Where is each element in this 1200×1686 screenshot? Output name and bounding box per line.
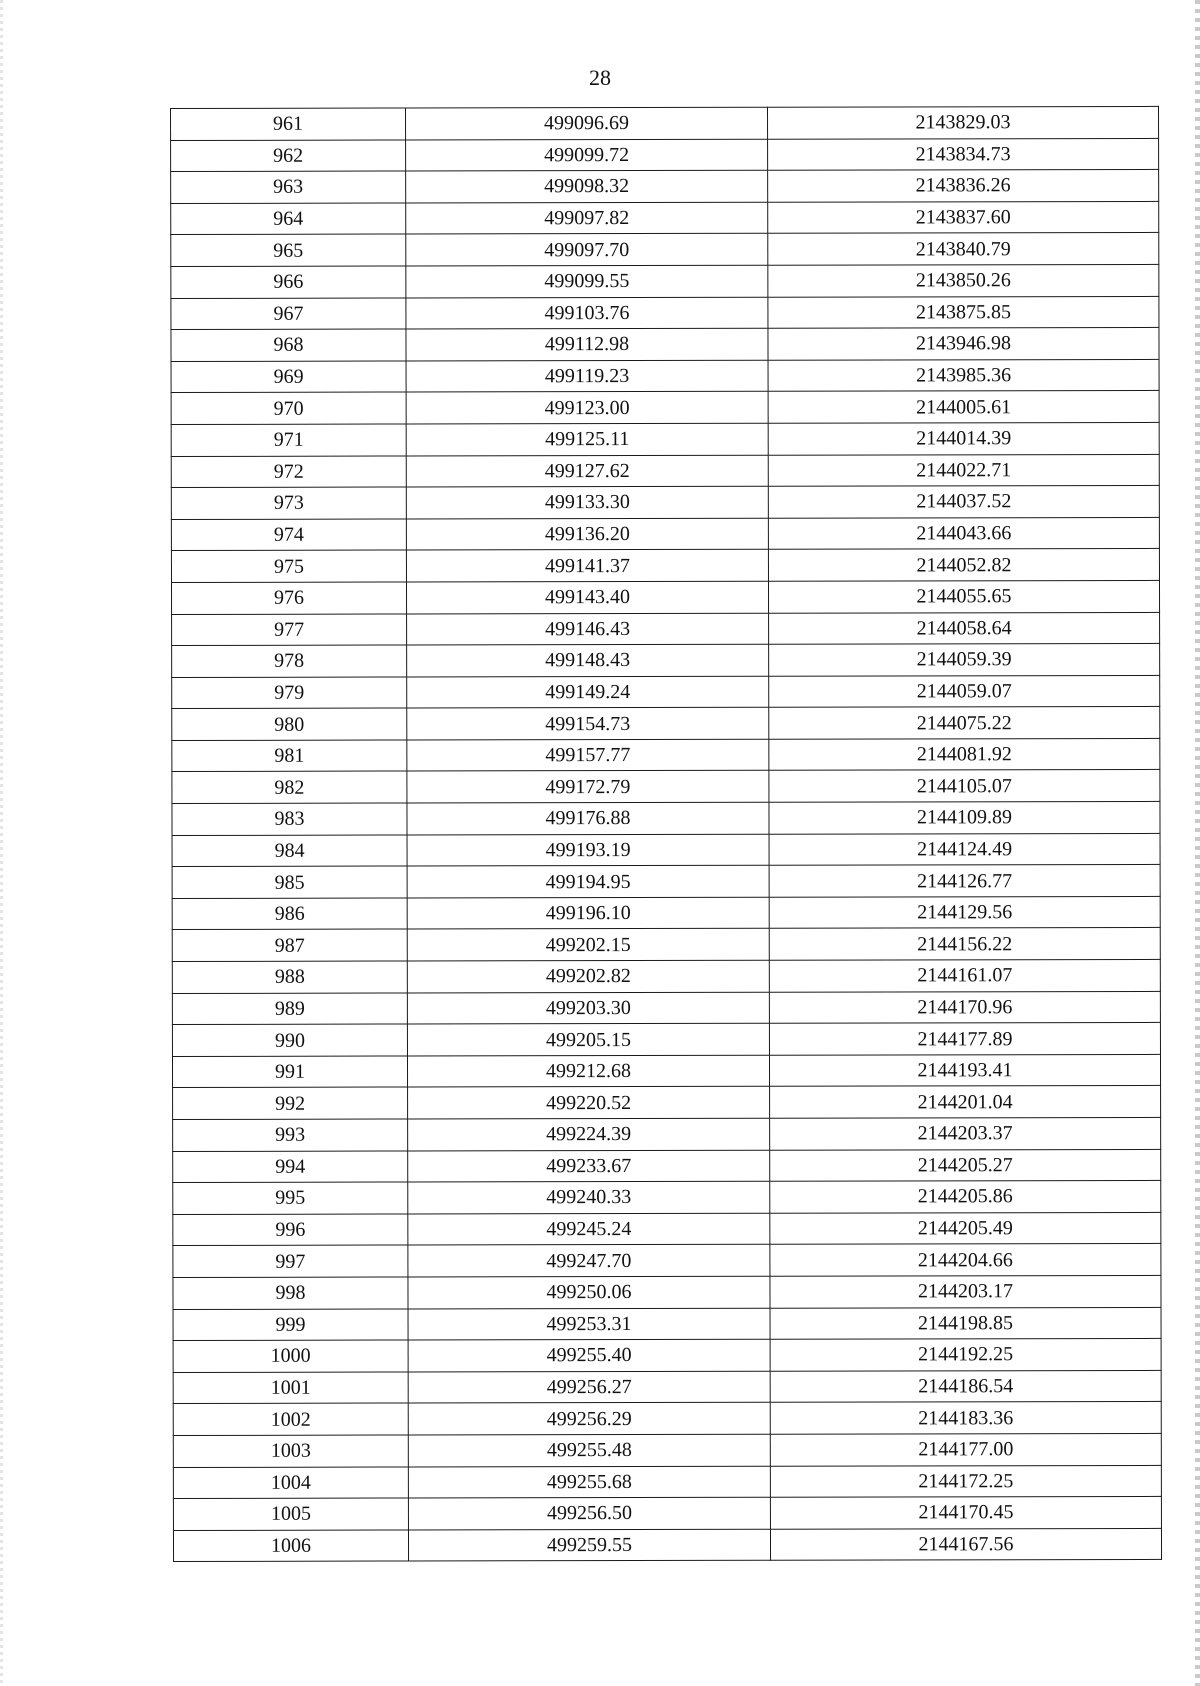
point-number-cell: 965 bbox=[171, 234, 406, 266]
point-number-cell: 962 bbox=[171, 140, 406, 172]
table-row bbox=[173, 1086, 1161, 1120]
y-coordinate-cell: 2144052.82 bbox=[768, 549, 1159, 581]
point-number-cell: 986 bbox=[172, 898, 407, 930]
y-coordinate-cell: 2144192.25 bbox=[770, 1339, 1161, 1371]
x-coordinate-cell: 499256.29 bbox=[408, 1403, 770, 1435]
table-row bbox=[173, 1433, 1161, 1467]
y-coordinate-cell: 2143875.85 bbox=[768, 296, 1159, 328]
table-row bbox=[171, 549, 1159, 583]
x-coordinate-cell: 499125.11 bbox=[406, 423, 768, 455]
x-coordinate-cell: 499205.15 bbox=[407, 1023, 769, 1055]
x-coordinate-cell: 499148.43 bbox=[407, 644, 769, 676]
x-coordinate-cell: 499127.62 bbox=[406, 455, 768, 487]
x-coordinate-cell: 499099.72 bbox=[406, 139, 768, 171]
y-coordinate-cell: 2144167.56 bbox=[770, 1528, 1161, 1560]
x-coordinate-cell: 499096.69 bbox=[406, 107, 768, 139]
x-coordinate-cell: 499149.24 bbox=[407, 676, 769, 708]
table-row bbox=[171, 580, 1159, 614]
point-number-cell: 969 bbox=[171, 361, 406, 393]
x-coordinate-cell: 499202.82 bbox=[407, 960, 769, 992]
x-coordinate-cell: 499123.00 bbox=[406, 392, 768, 424]
y-coordinate-cell: 2144059.39 bbox=[769, 644, 1160, 676]
x-coordinate-cell: 499146.43 bbox=[407, 613, 769, 645]
point-number-cell: 961 bbox=[171, 108, 406, 140]
point-number-cell: 992 bbox=[173, 1087, 408, 1119]
point-number-cell: 989 bbox=[172, 993, 407, 1025]
y-coordinate-cell: 2144043.66 bbox=[768, 517, 1159, 549]
table-row bbox=[171, 486, 1159, 520]
point-number-cell: 976 bbox=[171, 582, 406, 614]
point-number-cell: 998 bbox=[173, 1277, 408, 1309]
point-number-cell: 978 bbox=[172, 645, 407, 677]
y-coordinate-cell: 2143836.26 bbox=[768, 170, 1159, 202]
x-coordinate-cell: 499112.98 bbox=[406, 328, 768, 360]
scan-edge-right bbox=[1195, 0, 1200, 1686]
point-number-cell: 993 bbox=[173, 1119, 408, 1151]
table-row bbox=[173, 1244, 1161, 1278]
y-coordinate-cell: 2144058.64 bbox=[769, 612, 1160, 644]
x-coordinate-cell: 499099.55 bbox=[406, 265, 768, 297]
y-coordinate-cell: 2144126.77 bbox=[769, 865, 1160, 897]
table-row bbox=[171, 201, 1159, 235]
point-number-cell: 983 bbox=[172, 803, 407, 835]
table-row bbox=[172, 770, 1160, 804]
y-coordinate-cell: 2144177.00 bbox=[770, 1433, 1161, 1465]
point-number-cell: 1003 bbox=[173, 1435, 408, 1467]
point-number-cell: 1000 bbox=[173, 1340, 408, 1372]
page-number bbox=[0, 64, 1200, 92]
y-coordinate-cell: 2144081.92 bbox=[769, 738, 1160, 770]
x-coordinate-cell: 499255.68 bbox=[408, 1466, 770, 1498]
table-row bbox=[172, 928, 1160, 962]
y-coordinate-cell: 2144204.66 bbox=[770, 1244, 1161, 1276]
point-number-cell: 973 bbox=[171, 487, 406, 519]
table-row bbox=[173, 1307, 1161, 1341]
x-coordinate-cell: 499193.19 bbox=[407, 834, 769, 866]
table-row bbox=[172, 991, 1160, 1025]
table-row bbox=[172, 833, 1160, 867]
table-row bbox=[171, 296, 1159, 330]
x-coordinate-cell: 499133.30 bbox=[406, 486, 768, 518]
table-row bbox=[171, 138, 1159, 172]
y-coordinate-cell: 2143829.03 bbox=[767, 106, 1158, 138]
y-coordinate-cell: 2143834.73 bbox=[768, 138, 1159, 170]
y-coordinate-cell: 2144075.22 bbox=[769, 707, 1160, 739]
y-coordinate-cell: 2144037.52 bbox=[768, 486, 1159, 518]
table-row bbox=[173, 1275, 1161, 1309]
x-coordinate-cell: 499136.20 bbox=[406, 518, 768, 550]
y-coordinate-cell: 2144205.27 bbox=[770, 1149, 1161, 1181]
point-number-cell: 975 bbox=[171, 550, 406, 582]
point-number-cell: 977 bbox=[172, 614, 407, 646]
y-coordinate-cell: 2144193.41 bbox=[769, 1054, 1160, 1086]
x-coordinate-cell: 499141.37 bbox=[406, 550, 768, 582]
table-row bbox=[173, 1149, 1161, 1183]
x-coordinate-cell: 499255.48 bbox=[408, 1434, 770, 1466]
point-number-cell: 1006 bbox=[173, 1530, 408, 1562]
x-coordinate-cell: 499245.24 bbox=[408, 1213, 770, 1245]
coordinate-table bbox=[170, 106, 1162, 1562]
y-coordinate-cell: 2143985.36 bbox=[768, 359, 1159, 391]
y-coordinate-cell: 2144105.07 bbox=[769, 770, 1160, 802]
point-number-cell: 995 bbox=[173, 1182, 408, 1214]
point-number-cell: 996 bbox=[173, 1214, 408, 1246]
point-number-cell: 981 bbox=[172, 740, 407, 772]
point-number-cell: 987 bbox=[172, 929, 407, 961]
table-row bbox=[172, 959, 1160, 993]
y-coordinate-cell: 2144183.36 bbox=[770, 1402, 1161, 1434]
point-number-cell: 988 bbox=[172, 961, 407, 993]
point-number-cell: 1001 bbox=[173, 1372, 408, 1404]
y-coordinate-cell: 2144186.54 bbox=[770, 1370, 1161, 1402]
y-coordinate-cell: 2144014.39 bbox=[768, 422, 1159, 454]
x-coordinate-cell: 499143.40 bbox=[406, 581, 768, 613]
scan-edge-left bbox=[0, 0, 3, 1686]
y-coordinate-cell: 2143837.60 bbox=[768, 201, 1159, 233]
point-number-cell: 1005 bbox=[173, 1498, 408, 1530]
point-number-cell: 964 bbox=[171, 203, 406, 235]
point-number-cell: 967 bbox=[171, 298, 406, 330]
table-row bbox=[173, 1528, 1161, 1562]
x-coordinate-cell: 499098.32 bbox=[406, 170, 768, 202]
x-coordinate-cell: 499203.30 bbox=[407, 992, 769, 1024]
y-coordinate-cell: 2144109.89 bbox=[769, 801, 1160, 833]
point-number-cell: 991 bbox=[172, 1056, 407, 1088]
table-row bbox=[173, 1212, 1161, 1246]
point-number-cell: 990 bbox=[172, 1024, 407, 1056]
point-number-cell: 970 bbox=[171, 392, 406, 424]
x-coordinate-cell: 499157.77 bbox=[407, 739, 769, 771]
table-row bbox=[171, 517, 1159, 551]
y-coordinate-cell: 2143850.26 bbox=[768, 264, 1159, 296]
table-row bbox=[171, 233, 1159, 267]
x-coordinate-cell: 499256.50 bbox=[408, 1497, 770, 1529]
x-coordinate-cell: 499212.68 bbox=[407, 1055, 769, 1087]
x-coordinate-cell: 499220.52 bbox=[408, 1087, 770, 1119]
x-coordinate-cell: 499194.95 bbox=[407, 865, 769, 897]
table-row bbox=[172, 738, 1160, 772]
x-coordinate-cell: 499176.88 bbox=[407, 802, 769, 834]
x-coordinate-cell: 499154.73 bbox=[407, 708, 769, 740]
point-number-cell: 984 bbox=[172, 835, 407, 867]
table-row bbox=[172, 612, 1160, 646]
table-row bbox=[171, 454, 1159, 488]
point-number-cell: 994 bbox=[173, 1151, 408, 1183]
x-coordinate-cell: 499240.33 bbox=[408, 1181, 770, 1213]
table-row bbox=[171, 391, 1159, 425]
point-number-cell: 963 bbox=[171, 171, 406, 203]
table-row bbox=[173, 1402, 1161, 1436]
y-coordinate-cell: 2144172.25 bbox=[770, 1465, 1161, 1497]
y-coordinate-cell: 2144170.45 bbox=[770, 1497, 1161, 1529]
point-number-cell: 979 bbox=[172, 677, 407, 709]
point-number-cell: 1004 bbox=[173, 1467, 408, 1499]
table-row bbox=[171, 422, 1159, 456]
table-row bbox=[172, 707, 1160, 741]
table-row bbox=[172, 896, 1160, 930]
point-number-cell: 997 bbox=[173, 1245, 408, 1277]
table-row bbox=[173, 1181, 1161, 1215]
x-coordinate-cell: 499253.31 bbox=[408, 1308, 770, 1340]
y-coordinate-cell: 2144161.07 bbox=[769, 959, 1160, 991]
point-number-cell: 982 bbox=[172, 771, 407, 803]
x-coordinate-cell: 499256.27 bbox=[408, 1371, 770, 1403]
y-coordinate-cell: 2144201.04 bbox=[770, 1086, 1161, 1118]
x-coordinate-cell: 499255.40 bbox=[408, 1339, 770, 1371]
point-number-cell: 985 bbox=[172, 866, 407, 898]
x-coordinate-cell: 499233.67 bbox=[408, 1150, 770, 1182]
point-number-cell: 968 bbox=[171, 329, 406, 361]
table-row bbox=[173, 1465, 1161, 1499]
table-row bbox=[171, 170, 1159, 204]
y-coordinate-cell: 2144005.61 bbox=[768, 391, 1159, 423]
y-coordinate-cell: 2144055.65 bbox=[768, 580, 1159, 612]
y-coordinate-cell: 2144124.49 bbox=[769, 833, 1160, 865]
table-row bbox=[171, 264, 1159, 298]
point-number-cell: 974 bbox=[171, 519, 406, 551]
y-coordinate-cell: 2144203.37 bbox=[770, 1117, 1161, 1149]
point-number-cell: 966 bbox=[171, 266, 406, 298]
table-row bbox=[171, 359, 1159, 393]
table-row bbox=[173, 1339, 1161, 1373]
table-row bbox=[173, 1117, 1161, 1151]
x-coordinate-cell: 499250.06 bbox=[408, 1276, 770, 1308]
y-coordinate-cell: 2144203.17 bbox=[770, 1275, 1161, 1307]
y-coordinate-cell: 2143946.98 bbox=[768, 328, 1159, 360]
page-number-text: 28 bbox=[589, 65, 611, 90]
table-row bbox=[172, 675, 1160, 709]
table-row bbox=[171, 328, 1159, 362]
table-row bbox=[172, 1023, 1160, 1057]
x-coordinate-cell: 499103.76 bbox=[406, 297, 768, 329]
y-coordinate-cell: 2144177.89 bbox=[769, 1023, 1160, 1055]
point-number-cell: 971 bbox=[171, 424, 406, 456]
point-number-cell: 999 bbox=[173, 1309, 408, 1341]
x-coordinate-cell: 499202.15 bbox=[407, 929, 769, 961]
table-row bbox=[171, 106, 1159, 140]
table-row bbox=[173, 1497, 1161, 1531]
table-row bbox=[173, 1370, 1161, 1404]
point-number-cell: 1002 bbox=[173, 1403, 408, 1435]
x-coordinate-cell: 499119.23 bbox=[406, 360, 768, 392]
y-coordinate-cell: 2144198.85 bbox=[770, 1307, 1161, 1339]
y-coordinate-cell: 2144205.49 bbox=[770, 1212, 1161, 1244]
x-coordinate-cell: 499097.82 bbox=[406, 202, 768, 234]
x-coordinate-cell: 499224.39 bbox=[408, 1118, 770, 1150]
table-row bbox=[172, 801, 1160, 835]
x-coordinate-cell: 499247.70 bbox=[408, 1245, 770, 1277]
y-coordinate-cell: 2144022.71 bbox=[768, 454, 1159, 486]
x-coordinate-cell: 499196.10 bbox=[407, 897, 769, 929]
y-coordinate-cell: 2144156.22 bbox=[769, 928, 1160, 960]
y-coordinate-cell: 2144170.96 bbox=[769, 991, 1160, 1023]
y-coordinate-cell: 2144059.07 bbox=[769, 675, 1160, 707]
y-coordinate-cell: 2143840.79 bbox=[768, 233, 1159, 265]
table-row bbox=[172, 1054, 1160, 1088]
coordinate-table-body bbox=[171, 106, 1162, 1561]
x-coordinate-cell: 499259.55 bbox=[408, 1529, 770, 1561]
x-coordinate-cell: 499172.79 bbox=[407, 771, 769, 803]
y-coordinate-cell: 2144129.56 bbox=[769, 896, 1160, 928]
table-row bbox=[172, 644, 1160, 678]
x-coordinate-cell: 499097.70 bbox=[406, 234, 768, 266]
y-coordinate-cell: 2144205.86 bbox=[770, 1181, 1161, 1213]
table-row bbox=[172, 865, 1160, 899]
point-number-cell: 980 bbox=[172, 708, 407, 740]
point-number-cell: 972 bbox=[171, 456, 406, 488]
